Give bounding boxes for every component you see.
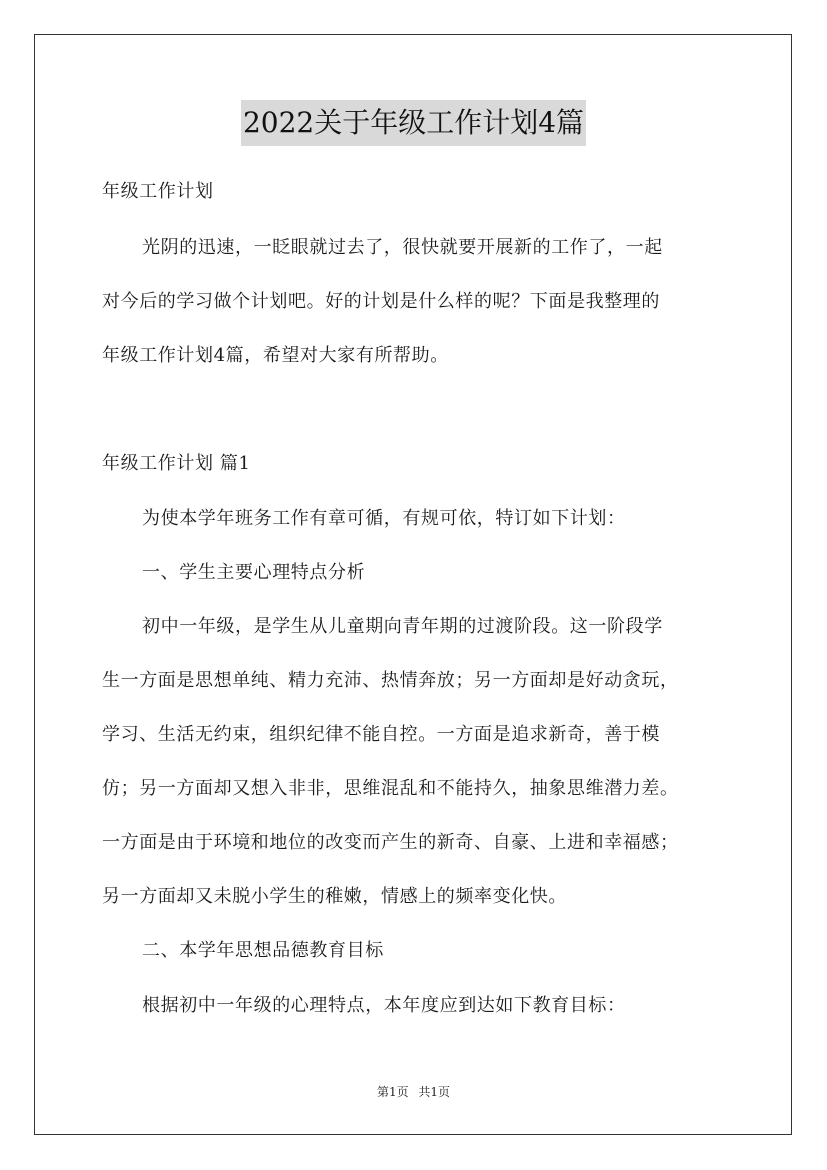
section-heading: 年级工作计划 篇1 (102, 453, 251, 474)
paragraph-line: 为使本学年班务工作有章可循，有规可依，特订如下计划： (142, 508, 626, 529)
paragraph-line: 初中一年级，是学生从儿童期向青年期的过渡阶段。这一阶段学 (142, 616, 663, 637)
paragraph-line: 仿；另一方面却又想入非非，思维混乱和不能持久，抽象思维潜力差。 (102, 778, 679, 799)
paragraph-line: 根据初中一年级的心理特点，本年度应到达如下教育目标： (142, 995, 626, 1016)
paragraph-line: 学习、生活无约束，组织纪律不能自控。一方面是追求新奇，善于模 (102, 724, 660, 745)
title-container (0, 100, 827, 146)
paragraph-line: 光阴的迅速，一眨眼就过去了，很快就要开展新的工作了，一起 (142, 237, 663, 258)
paragraph-line: 年级工作计划4篇，希望对大家有所帮助。 (102, 345, 449, 366)
subheading: 一、学生主要心理特点分析 (142, 562, 366, 583)
page-total: 共1页 (418, 1085, 451, 1099)
paragraph-line: 一方面是由于环境和地位的改变而产生的新奇、自豪、上进和幸福感； (102, 832, 679, 853)
section-heading: 年级工作计划 (102, 181, 214, 202)
paragraph-line: 另一方面却又未脱小学生的稚嫩，情感上的频率变化快。 (102, 886, 567, 907)
paragraph-line: 对今后的学习做个计划吧。好的计划是什么样的呢？下面是我整理的 (102, 291, 660, 312)
page-number: 第1页 (376, 1085, 409, 1099)
document-title: 2022关于年级工作计划4篇 (241, 100, 586, 146)
page-footer (0, 1084, 827, 1100)
subheading: 二、本学年思想品德教育目标 (142, 940, 384, 961)
paragraph-line: 生一方面是思想单纯、精力充沛、热情奔放；另一方面却是好动贪玩， (102, 670, 679, 691)
